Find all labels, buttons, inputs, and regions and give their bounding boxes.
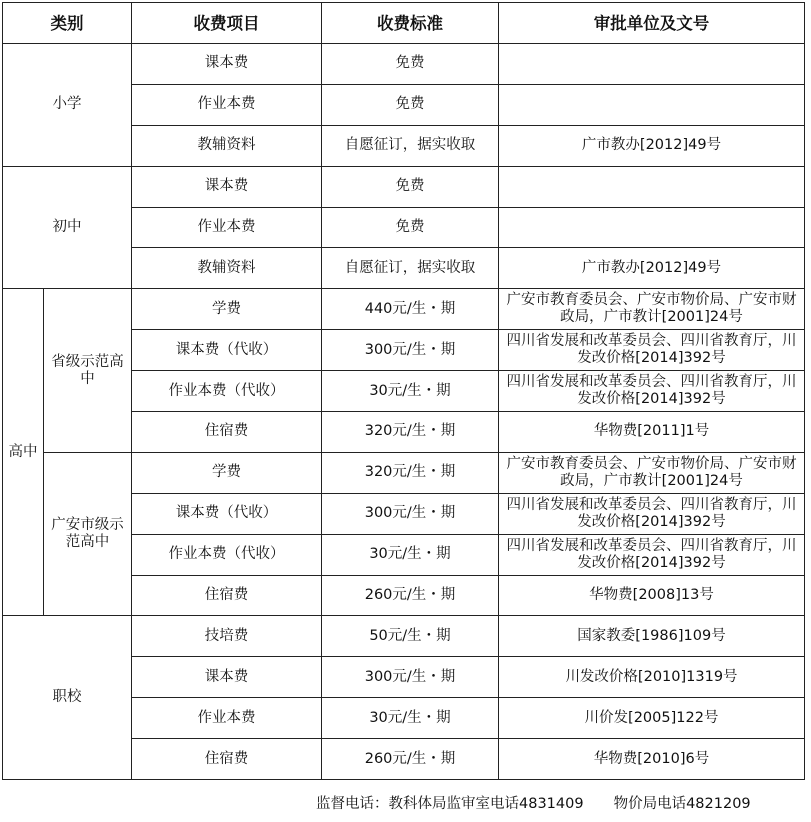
fee-standard: 自愿征订，据实收取 <box>322 125 499 166</box>
fee-standard: 30元/生・期 <box>322 534 499 575</box>
fee-item: 学费 <box>132 452 322 493</box>
fee-standard: 260元/生・期 <box>322 739 499 780</box>
category-senior: 高中 <box>3 289 44 616</box>
fee-item: 作业本费 <box>132 84 322 125</box>
fee-standard: 440元/生・期 <box>322 289 499 330</box>
approval-doc: 广安市教育委员会、广安市物价局、广安市财政局，广市教计[2001]24号 <box>499 289 805 330</box>
approval-doc: 四川省发展和改革委员会、四川省教育厅，川发改价格[2014]392号 <box>499 493 805 534</box>
approval-doc: 川价发[2005]122号 <box>499 698 805 739</box>
fee-standard: 30元/生・期 <box>322 698 499 739</box>
table-row <box>3 44 805 85</box>
header-category: 类别 <box>3 3 132 44</box>
fee-standard: 免费 <box>322 207 499 248</box>
fee-item: 住宿费 <box>132 412 322 453</box>
fee-item: 作业本费 <box>132 698 322 739</box>
fee-item: 课本费（代收） <box>132 493 322 534</box>
approval-doc: 华物费[2011]1号 <box>499 412 805 453</box>
table-row <box>3 166 805 207</box>
fee-standard: 320元/生・期 <box>322 412 499 453</box>
table-row <box>3 452 805 493</box>
fee-standard: 300元/生・期 <box>322 330 499 371</box>
approval-doc: 国家教委[1986]109号 <box>499 616 805 657</box>
fee-standard: 自愿征订，据实收取 <box>322 248 499 289</box>
approval-doc: 四川省发展和改革委员会、四川省教育厅，川发改价格[2014]392号 <box>499 371 805 412</box>
approval-doc <box>499 166 805 207</box>
fee-item: 住宿费 <box>132 739 322 780</box>
approval-doc: 广市教办[2012]49号 <box>499 125 805 166</box>
header-approval: 审批单位及文号 <box>499 3 805 44</box>
approval-doc: 四川省发展和改革委员会、四川省教育厅，川发改价格[2014]392号 <box>499 330 805 371</box>
footer-contacts <box>316 792 751 813</box>
approval-doc: 川发改价格[2010]1319号 <box>499 657 805 698</box>
approval-doc <box>499 207 805 248</box>
fee-item: 学费 <box>132 289 322 330</box>
fee-item: 教辅资料 <box>132 248 322 289</box>
category-junior: 初中 <box>3 166 132 289</box>
category-primary: 小学 <box>3 44 132 167</box>
fee-standard: 30元/生・期 <box>322 371 499 412</box>
table-row <box>3 616 805 657</box>
fee-item: 课本费 <box>132 657 322 698</box>
table-row <box>3 289 805 330</box>
approval-doc <box>499 44 805 85</box>
fee-standard: 免费 <box>322 166 499 207</box>
approval-doc: 华物费[2010]6号 <box>499 739 805 780</box>
price-bureau-phone: 物价局电话4821209 <box>613 796 751 812</box>
subcategory-city: 广安市级示范高中 <box>44 452 132 616</box>
approval-doc: 广市教办[2012]49号 <box>499 248 805 289</box>
fee-standard: 50元/生・期 <box>322 616 499 657</box>
approval-doc <box>499 84 805 125</box>
fee-item: 住宿费 <box>132 575 322 616</box>
category-vocational: 职校 <box>3 616 132 780</box>
fee-item: 课本费 <box>132 166 322 207</box>
fee-item: 教辅资料 <box>132 125 322 166</box>
subcategory-provincial: 省级示范高中 <box>44 289 132 453</box>
approval-doc: 广安市教育委员会、广安市物价局、广安市财政局，广市教计[2001]24号 <box>499 452 805 493</box>
fee-standard: 320元/生・期 <box>322 452 499 493</box>
fee-item: 作业本费 <box>132 207 322 248</box>
supervision-phone: 监督电话：教科体局监审室电话4831409 <box>316 796 584 812</box>
approval-doc: 华物费[2008]13号 <box>499 575 805 616</box>
fee-table <box>2 2 805 780</box>
header-standard: 收费标准 <box>322 3 499 44</box>
fee-item: 技培费 <box>132 616 322 657</box>
fee-item: 课本费 <box>132 44 322 85</box>
fee-standard: 免费 <box>322 84 499 125</box>
header-row <box>3 3 805 44</box>
fee-standard: 免费 <box>322 44 499 85</box>
approval-doc: 四川省发展和改革委员会、四川省教育厅，川发改价格[2014]392号 <box>499 534 805 575</box>
header-item: 收费项目 <box>132 3 322 44</box>
fee-item: 作业本费（代收） <box>132 534 322 575</box>
fee-standard: 300元/生・期 <box>322 657 499 698</box>
fee-item: 课本费（代收） <box>132 330 322 371</box>
fee-standard: 260元/生・期 <box>322 575 499 616</box>
fee-item: 作业本费（代收） <box>132 371 322 412</box>
fee-standard: 300元/生・期 <box>322 493 499 534</box>
